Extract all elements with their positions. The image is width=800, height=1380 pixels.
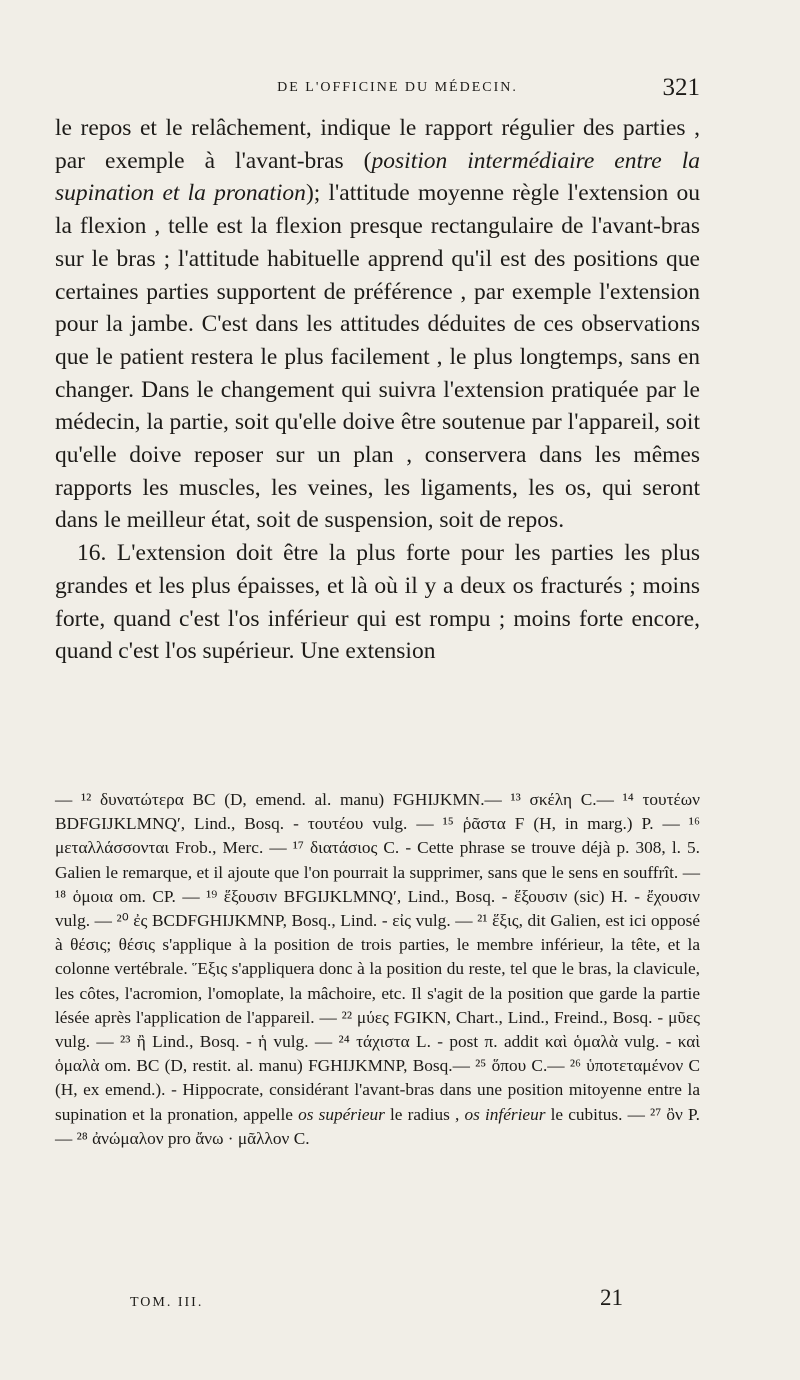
signature-mark: 21 bbox=[600, 1285, 623, 1310]
page-header bbox=[55, 74, 700, 104]
paragraph-1: le repos et le relâchement, indique le rapport régulier des parties , par exemple à l'avant-bras (position intermédiaire entre la supination et la pronation); l'attitude moyenne règle l'extension ou la flexion , telle est la flexion presque rectangulaire de l'avant-bras sur le bras ; l'attitude habituelle apprend qu'il est des positions que certaines parties supportent de préférence , par exemple l'extension pour la jambe. C'est dans les attitudes déduites de ces observations que le patient restera le plus facilement , le plus longtemps, sans en changer. Dans le changement qui suivra l'extension pratiquée par le médecin, la partie, soit qu'elle doive être soutenue par l'appareil, soit qu'elle doive reposer sur un plan , conservera dans les mêmes rapports les muscles, les veines, les ligaments, les os, qui seront dans le meilleur état, soit de suspension, soit de repos. bbox=[55, 115, 701, 534]
footnote-block: — ¹² δυνατώτερα BC (D, emend. al. manu) FGHIJKMN.— ¹³ σκέλη C.— ¹⁴ τουτέων BDFGIJKLMNQ′, Lind., Bosq. - τουτέου vulg. — ¹⁵ ῥᾶστα F (H, in marg.) P. — ¹⁶ μεταλλάσσονται Frob., Merc. — ¹⁷ διατάσιος C. - Cette phrase se trouve déjà p. 308, l. 5. Galien le remarque, et il ajoute que l'on pourrait la supprimer, sans que le sens en souffrît. — ¹⁸ ὁμοια om. CP. — ¹⁹ ἕξουσιν BFGIJKLMNQ′, Lind., Bosq. - ἕξουσιν (sic) H. - ἔχουσιν vulg. — ²⁰ ἐς BCDFGHIJKMNP, Bosq., Lind. - εἰς vulg. — ²¹ ἕξις, dit Galien, est ici opposé à θέσις; θέσις s'applique à la position de trois parties, le membre inférieur, la tête, et la colonne vertébrale. Ἕξις s'appliquera donc à la position du reste, tel que le bras, la clavicule, les côtes, l'acromion, l'omoplate, la mâchoire, etc. Il s'agit de la position que garde la partie lésée après l'application de l'appareil. — ²² μύες FGIKN, Chart., Lind., Freind., Bosq. - μῦες vulg. — ²³ ἢ Lind., Bosq. - ἡ vulg. — ²⁴ τάχιστα L. - post π. addit καὶ ὁμαλὰ vulg. - καὶ ὁμαλὰ om. BC (D, restit. al. manu) FGHIJKMNP, Bosq.— ²⁵ ὅπου C.— ²⁶ ὑποτεταμένον C (H, ex emend.). - Hippocrate, considérant l'avant-bras dans une position mitoyenne entre la supination et la pronation, appelle os supérieur le radius , os inférieur le cubitus. — ²⁷ ὂν P. — ²⁸ ἀνώμαλον pro ἄνω · μᾶλλον C. bbox=[55, 790, 700, 1148]
volume-label: TOM. III. bbox=[130, 1295, 204, 1310]
running-title: DE L'OFFICINE DU MÉDECIN. bbox=[277, 80, 518, 95]
paragraph-16: 16. L'extension doit être la plus forte pour les parties les plus grandes et les plus épaisses, et là où il y a deux os fracturés ; moins forte, quand c'est l'os inférieur qui est rompu ; moins forte encore, quand c'est l'os supérieur. Une extension bbox=[55, 540, 700, 665]
page-number: 321 bbox=[662, 74, 700, 101]
page-footer bbox=[130, 1285, 700, 1325]
footnotes bbox=[55, 788, 700, 1151]
italic-phrase: position intermédiaire entre la supination et la pronation bbox=[55, 147, 700, 207]
main-text bbox=[55, 112, 700, 668]
